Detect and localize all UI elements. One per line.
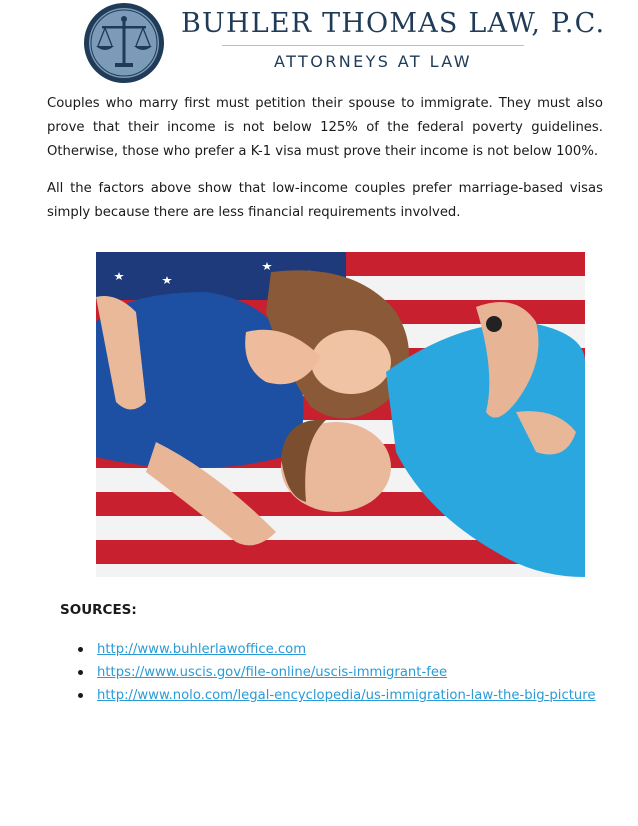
scales-of-justice-icon [83, 2, 165, 84]
sources-heading: SOURCES: [60, 602, 137, 618]
firm-tagline: ATTORNEYS AT LAW [274, 52, 472, 71]
source-link[interactable]: http://www.nolo.com/legal-encyclopedia/us-immigration-law-the-big-picture [97, 688, 596, 703]
body-paragraph: Couples who marry first must petition their spouse to immigrate. They must also prove that their income is not below 125% of the federal poverty guidelines. Otherwise, those who prefer a K-1 visa must prove their income is not below 100%. [47, 96, 603, 159]
source-link[interactable]: http://www.buhlerlawoffice.com [97, 642, 307, 657]
bullet-icon [78, 693, 83, 698]
firm-logo [83, 2, 165, 84]
source-link[interactable]: https://www.uscis.gov/file-online/uscis-immigrant-fee [97, 665, 448, 680]
body-paragraph: All the factors above show that low-income couples prefer marriage-based visas simply because there are less financial requirements involved. [47, 181, 603, 220]
couple-on-flag-photo [96, 252, 585, 577]
bullet-icon [78, 647, 83, 652]
bullet-icon [78, 670, 83, 675]
header-divider [222, 45, 524, 46]
firm-name: BUHLER THOMAS LAW, P.C. [181, 8, 606, 39]
